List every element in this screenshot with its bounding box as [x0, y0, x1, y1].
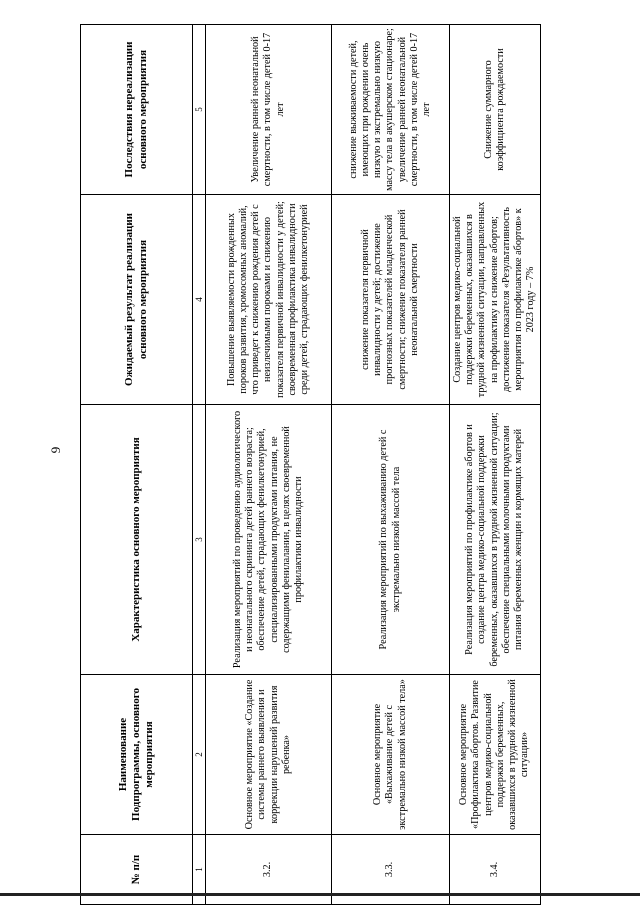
activity-description: Реализация мероприятий по профилактике абортов и создание центра медико-социальной поддержки беременных, оказавшихся в трудной жизненной ситуации; обеспечение специальными молочными продуктами питания беременных женщин и кормящих матерей	[450, 405, 541, 675]
page-number: 9	[48, 446, 63, 454]
row-number: 3.2.	[206, 835, 332, 905]
header-consequence: Последствия нереализации основного мероприятия	[81, 25, 193, 195]
column-number-row	[193, 25, 206, 905]
col-number: 4	[193, 195, 206, 405]
header-result: Ожидаемый результат реализации основного мероприятия	[81, 195, 193, 405]
row-number: 3.4.	[450, 835, 541, 905]
activity-consequence: Снижение суммарного коэффициента рождаемости	[450, 25, 541, 195]
activity-result: снижение показателя первичной инвалидности у детей; достижение прогнозных показателей младенческой смертности; снижение показателя ранней неонатальной смертности	[332, 195, 450, 405]
header-number: № п/п	[81, 835, 193, 905]
activity-name: Основное мероприятие «Выхаживание детей с экстремально низкой массой тела»	[332, 675, 450, 835]
activity-name: Основное мероприятие «Создание системы раннего выявления и коррекции нарушений развития ребенка»	[206, 675, 332, 835]
activity-result: Повышение выявляемости врожденных пороков развития, хромосомных аномалий, что приведет к снижению рождения детей с неизлечимыми пороками и снижению показателя первичной инвалидности у детей; своевременная профилактика инвалидности среди детей, страдающих фенилкетонурией	[206, 195, 332, 405]
table-row	[332, 25, 450, 905]
table-row	[450, 25, 541, 905]
program-activities-table	[80, 24, 541, 905]
activity-name: Основное мероприятие «Профилактика абортов. Развитие центров медико-социальной поддержки беременных, оказавшихся в трудной жизненной ситуации»	[450, 675, 541, 835]
scan-edge-line	[0, 893, 640, 896]
col-number: 1	[193, 835, 206, 905]
table-row	[206, 25, 332, 905]
header-name: Наименование Подпрограммы, основного мероприятия	[81, 675, 193, 835]
activity-result: Создание центров медико-социальной поддержки беременных, оказавшихся в трудной жизненной ситуации, направленных на профилактику и снижение абортов; достижение показателя «Результативность мероприятия по профилактике абортов» к 2023 году – 7%	[450, 195, 541, 405]
col-number: 2	[193, 675, 206, 835]
col-number: 3	[193, 405, 206, 675]
col-number: 5	[193, 25, 206, 195]
activity-description: Реализация мероприятий по выхаживанию детей с экстремально низкой массой тела	[332, 405, 450, 675]
rotated-landscape-page	[48, 0, 540, 905]
row-number: 3.3.	[332, 835, 450, 905]
activity-consequence: Увеличение ранней неонатальной смертности, в том числе детей 0-17 лет	[206, 25, 332, 195]
table-header-row	[81, 25, 193, 905]
header-description: Характеристика основного мероприятия	[81, 405, 193, 675]
activity-consequence: снижение выживаемости детей, имеющих при рождении очень низкую и экстремально низкую массу тела в акушерском стационаре; увеличение ранней неонатальной смертности, в том числе детей 0-17 лет	[332, 25, 450, 195]
activity-description: Реализация мероприятий по проведению аудиологического и неонатального скрининга детей раннего возраста; обеспечение детей, страдающих фенилкетонурией, специализированными продуктами питания, не содержащими фенилаланин, в целях своевременной профилактики инвалидности	[206, 405, 332, 675]
